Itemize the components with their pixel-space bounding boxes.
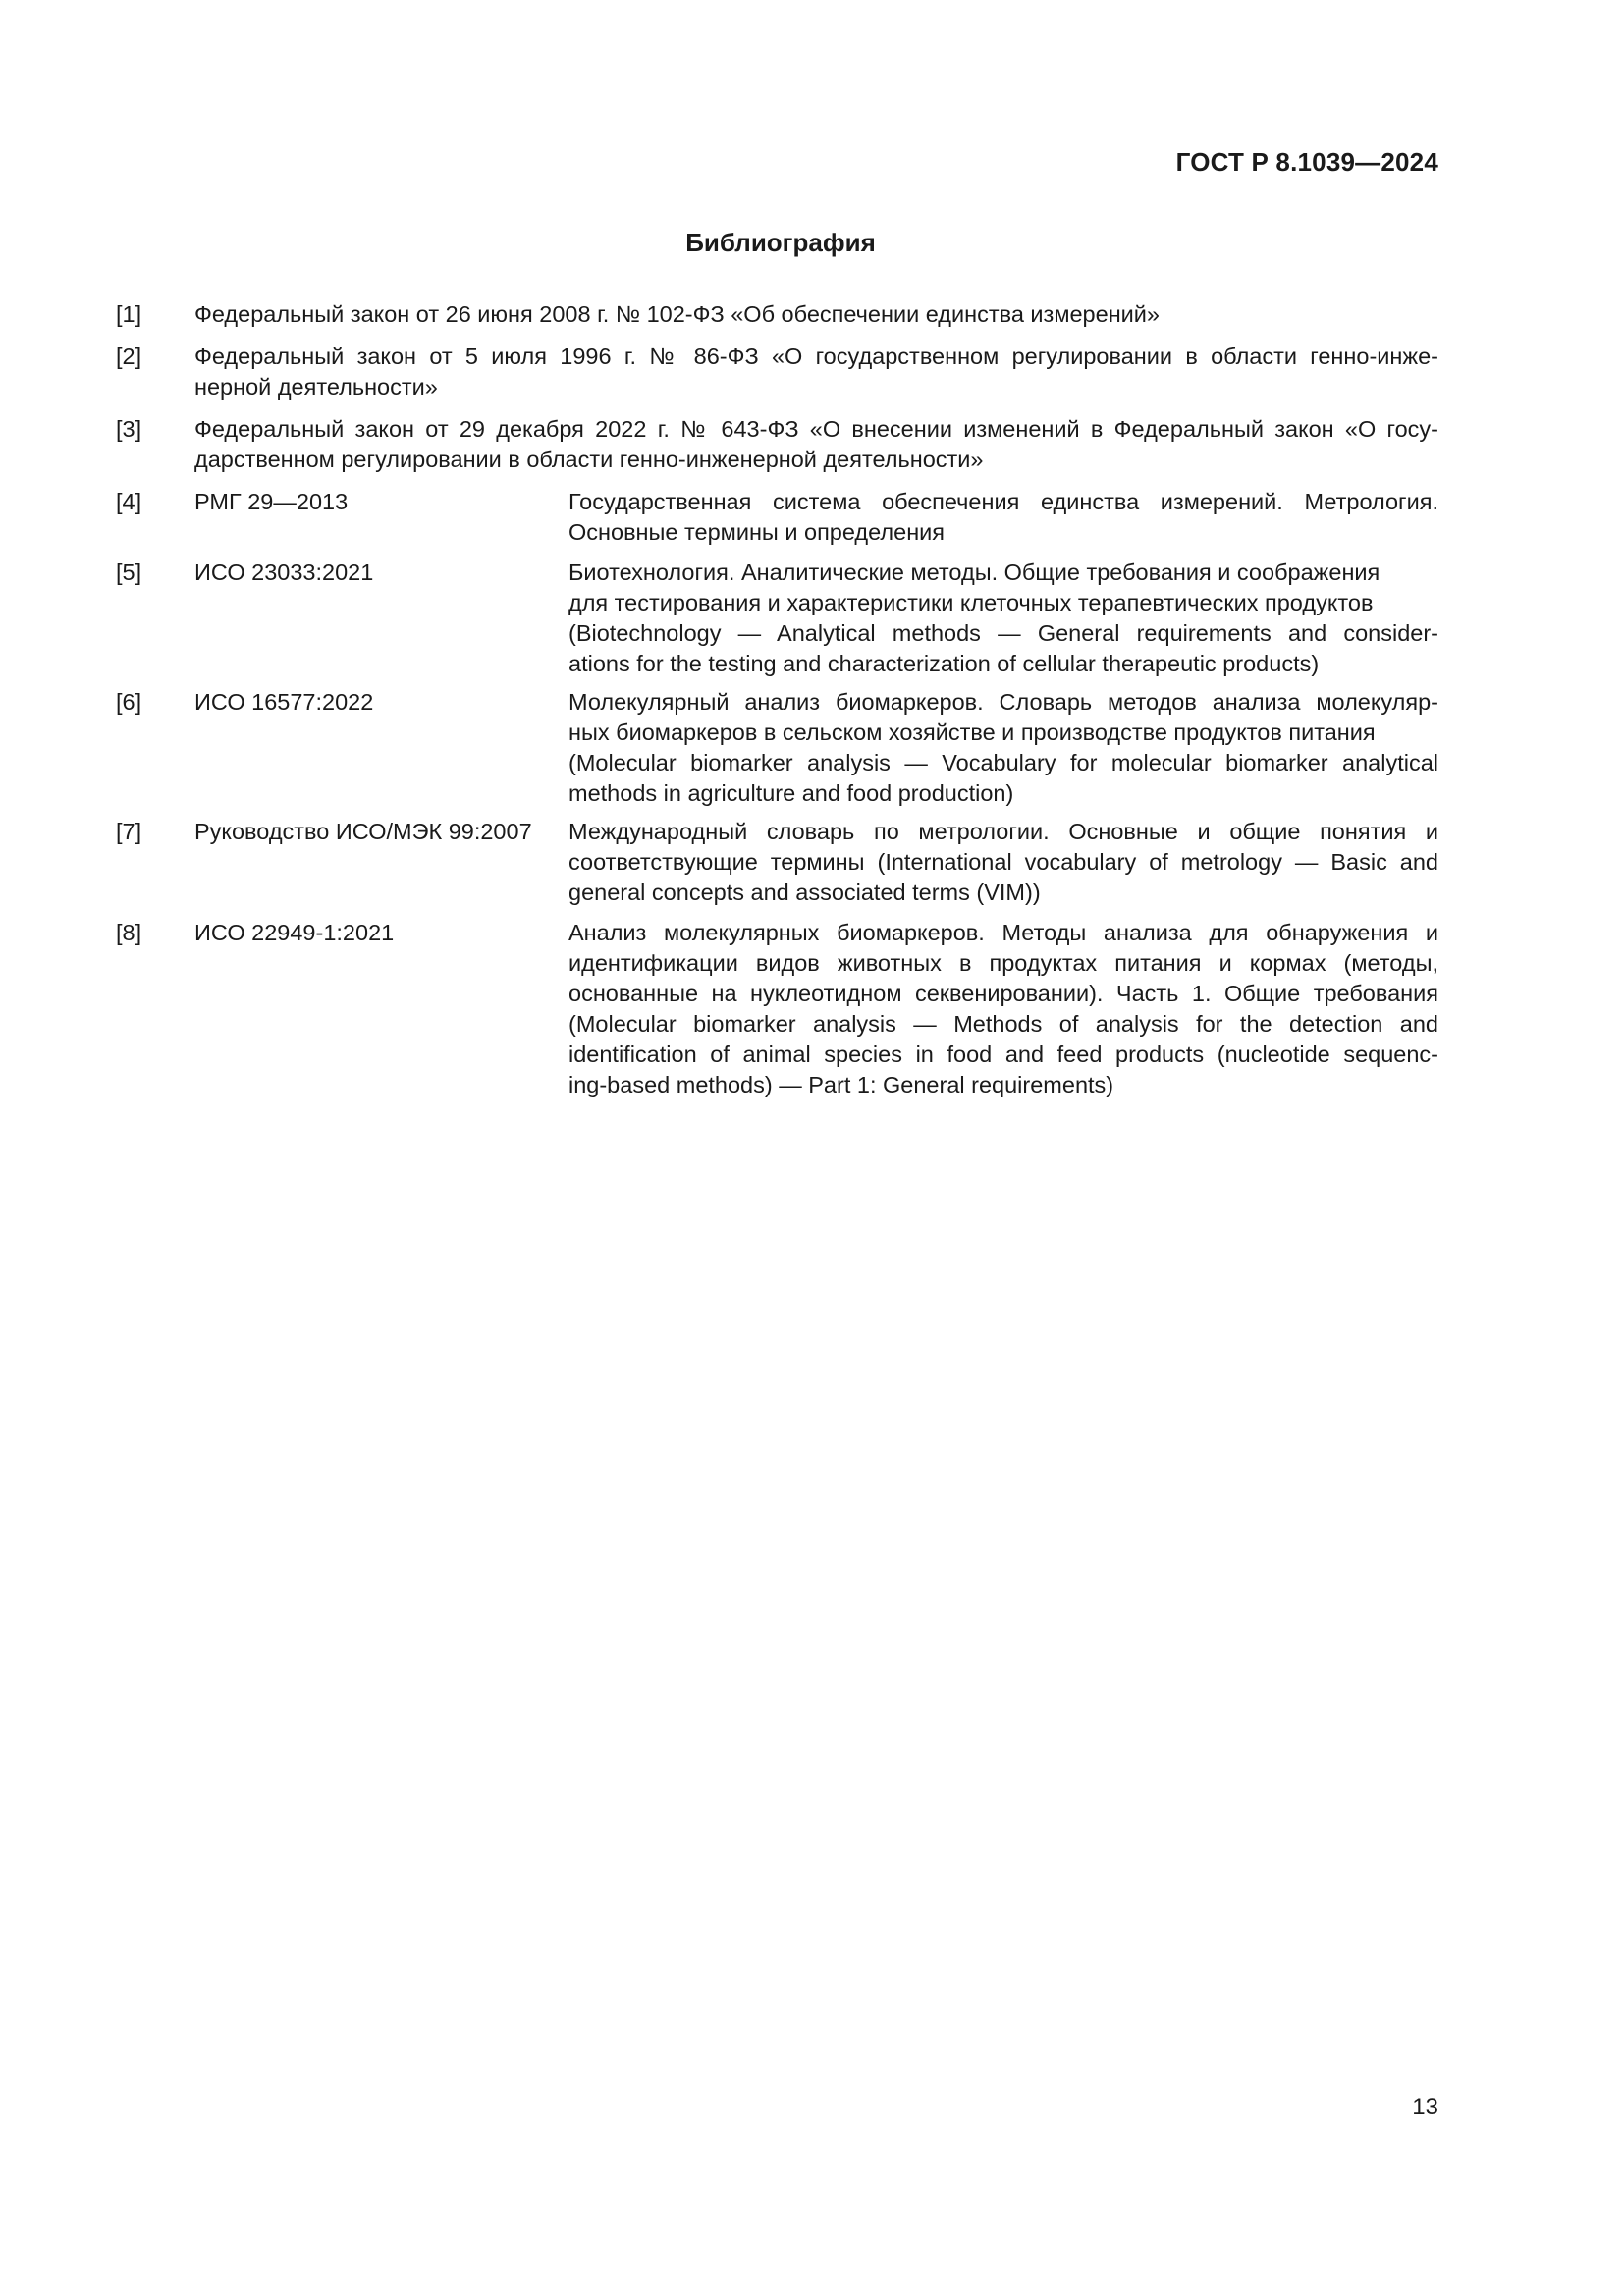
entry-line: identification of animal species in food and feed products (nucleotide sequenc-	[568, 1041, 1438, 1067]
entry-text	[194, 414, 1438, 475]
entry-line: Федеральный закон от 26 июня 2008 г. № 102-ФЗ «Об обеспечении единства измерений»	[194, 301, 1160, 327]
entry-description	[568, 558, 1438, 679]
entry-number: [1]	[116, 301, 142, 327]
document-code: ГОСТ Р 8.1039—2024	[1175, 147, 1438, 177]
entry-number: [2]	[116, 344, 142, 369]
bibliography-entry	[116, 299, 1438, 330]
entry-line: ations for the testing and characterization of cellular therapeutic products)	[568, 651, 1320, 676]
entry-description	[568, 817, 1438, 908]
bibliography-entry	[116, 918, 1438, 1100]
entry-line: (Molecular biomarker analysis — Methods of analysis for the detection and	[568, 1011, 1438, 1037]
entry-description	[568, 487, 1438, 548]
bibliography-entry	[116, 487, 1438, 548]
entry-number: [4]	[116, 489, 142, 514]
bibliography-list	[116, 299, 1438, 1100]
entry-code: ИСО 16577:2022	[194, 689, 374, 715]
entry-code: РМГ 29—2013	[194, 489, 349, 514]
entry-line: Основные термины и определения	[568, 519, 946, 545]
entry-number: [3]	[116, 416, 142, 442]
entry-line: Международный словарь по метрологии. Основные и общие понятия и	[568, 819, 1438, 844]
entry-number: [6]	[116, 689, 142, 715]
entry-line: ных биомаркеров в сельском хозяйстве и производстве продуктов питания	[568, 720, 1376, 745]
entry-code: ИСО 22949-1:2021	[194, 920, 395, 945]
entry-line: идентификации видов животных в продуктах питания и кормах (методы,	[568, 950, 1438, 976]
entry-line: дарственном регулировании в области генно-инженерной деятельности»	[194, 447, 984, 472]
entry-description	[568, 918, 1438, 1100]
entry-number: [7]	[116, 819, 142, 844]
entry-line: Федеральный закон от 5 июля 1996 г. № 86-ФЗ «О государственном регулировании в области генно-инже-	[194, 344, 1438, 369]
section-title: Библиография	[685, 228, 876, 257]
entry-line: ing-based methods) — Part 1: General requirements)	[568, 1072, 1114, 1097]
entry-number: [5]	[116, 560, 142, 585]
bibliography-entry	[116, 558, 1438, 679]
entry-description	[568, 687, 1438, 809]
entry-line: methods in agriculture and food production)	[568, 780, 1014, 806]
entry-text	[194, 342, 1438, 402]
entry-line: Федеральный закон от 29 декабря 2022 г. № 643-ФЗ «О внесении изменений в Федеральный закон «О госу-	[194, 416, 1438, 442]
entry-number: [8]	[116, 920, 142, 945]
entry-line: Государственная система обеспечения единства измерений. Метрология.	[568, 489, 1438, 514]
bibliography-entry	[116, 342, 1438, 402]
entry-code: Руководство ИСО/МЭК 99:2007	[194, 819, 532, 844]
entry-line: (Molecular biomarker analysis — Vocabulary for molecular biomarker analytical	[568, 750, 1438, 775]
entry-line: соответствующие термины (International vocabulary of metrology — Basic and	[568, 849, 1438, 875]
entry-code: ИСО 23033:2021	[194, 560, 374, 585]
bibliography-entry	[116, 687, 1438, 809]
entry-line: Биотехнология. Аналитические методы. Общие требования и соображения	[568, 560, 1380, 585]
entry-line: Анализ молекулярных биомаркеров. Методы анализа для обнаружения и	[568, 920, 1438, 945]
entry-line: general concepts and associated terms (VIM))	[568, 880, 1041, 905]
entry-line: нерной деятельности»	[194, 374, 438, 400]
bibliography-entry	[116, 414, 1438, 475]
bibliography-entry	[116, 817, 1438, 908]
entry-line: Молекулярный анализ биомаркеров. Словарь методов анализа молекуляр-	[568, 689, 1438, 715]
entry-line: для тестирования и характеристики клеточных терапевтических продуктов	[568, 590, 1374, 615]
entry-text	[194, 299, 1438, 330]
entry-line: основанные на нуклеотидном секвенировании). Часть 1. Общие требования	[568, 981, 1438, 1006]
entry-line: (Biotechnology — Analytical methods — General requirements and consider-	[568, 620, 1438, 646]
page-number: 13	[1412, 2094, 1438, 2120]
